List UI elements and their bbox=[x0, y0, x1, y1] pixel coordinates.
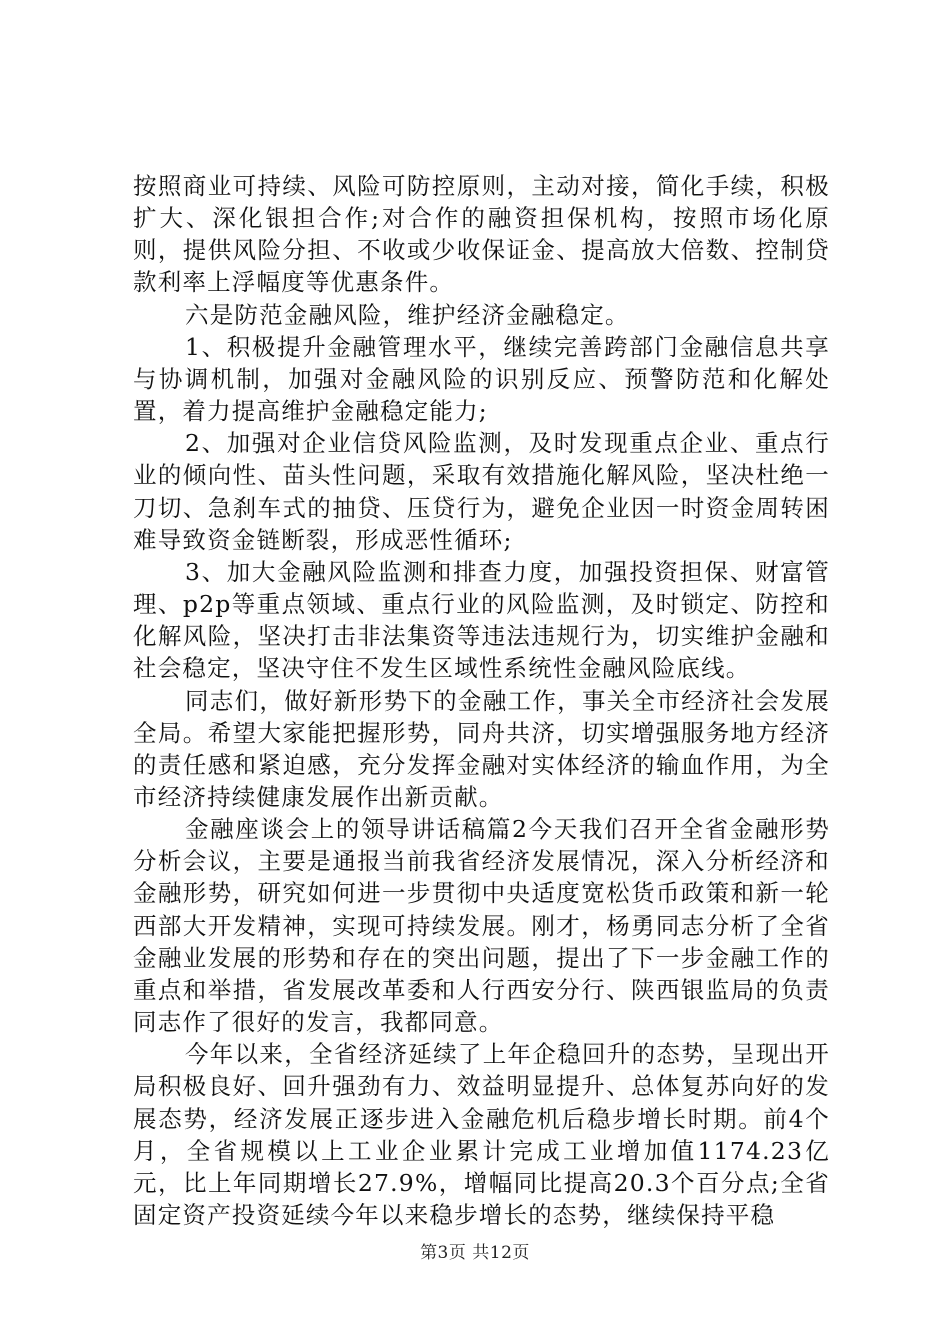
paragraph-3: 1、积极提升金融管理水平，继续完善跨部门金融信息共享与协调机制，加强对金融风险的识别反应、预警防范和化解处置，着力提高维护金融稳定能力; bbox=[133, 332, 830, 426]
paragraph-4: 2、加强对企业信贷风险监测，及时发现重点企业、重点行业的倾向性、苗头性问题，采取有效措施化解风险，坚决杜绝一刀切、急刹车式的抽贷、压贷行为，避免企业因一时资金周转困难导致资金链断裂，形成恶性循环; bbox=[133, 429, 830, 554]
paragraph-5: 3、加大金融风险监测和排查力度，加强投资担保、财富管理、p2p等重点领域、重点行业的风险监测，及时锁定、防控和化解风险，坚决打击非法集资等违法违规行为，切实维护金融和社会稳定，坚决守住不发生区域性系统性金融风险底线。 bbox=[133, 557, 830, 683]
paragraph-8: 今年以来，全省经济延续了上年企稳回升的态势，呈现出开局积极良好、回升强劲有力、效益明显提升、总体复苏向好的发展态势，经济发展正逐步进入金融危机后稳步增长时期。前4个月，全省规模以上工业企业累计完成工业增加值1174.23亿元，比上年同期增长27.9%，增幅同比提高20.3个百分点;全省固定资产投资延续今年以来稳步增长的态势，继续保持平稳 bbox=[133, 1040, 830, 1229]
paragraph-2: 六是防范金融风险，维护经济金融稳定。 bbox=[185, 300, 630, 329]
page-footer: 第3页 共12页 bbox=[420, 1243, 530, 1263]
paragraph-1: 按照商业可持续、风险可防控原则，主动对接，简化手续，积极扩大、深化银担合作;对合作的融资担保机构，按照市场化原则，提供风险分担、不收或少收保证金、提高放大倍数、控制贷款利率上浮幅度等优惠条件。 bbox=[133, 172, 830, 297]
paragraph-6: 同志们，做好新形势下的金融工作，事关全市经济社会发展全局。希望大家能把握形势，同舟共济，切实增强服务地方经济的责任感和紧迫感，充分发挥金融对实体经济的输血作用，为全市经济持续健康发展作出新贡献。 bbox=[133, 686, 830, 811]
paragraph-7: 金融座谈会上的领导讲话稿篇2今天我们召开全省金融形势分析会议，主要是通报当前我省经济发展情况，深入分析经济和金融形势，研究如何进一步贯彻中央适度宽松货币政策和新一轮西部大开发精神，实现可持续发展。刚才，杨勇同志分析了全省金融业发展的形势和存在的突出问题，提出了下一步金融工作的重点和举措，省发展改革委和人行西安分行、陕西银监局的负责同志作了很好的发言，我都同意。 bbox=[133, 815, 830, 1037]
document-body bbox=[133, 170, 830, 1231]
